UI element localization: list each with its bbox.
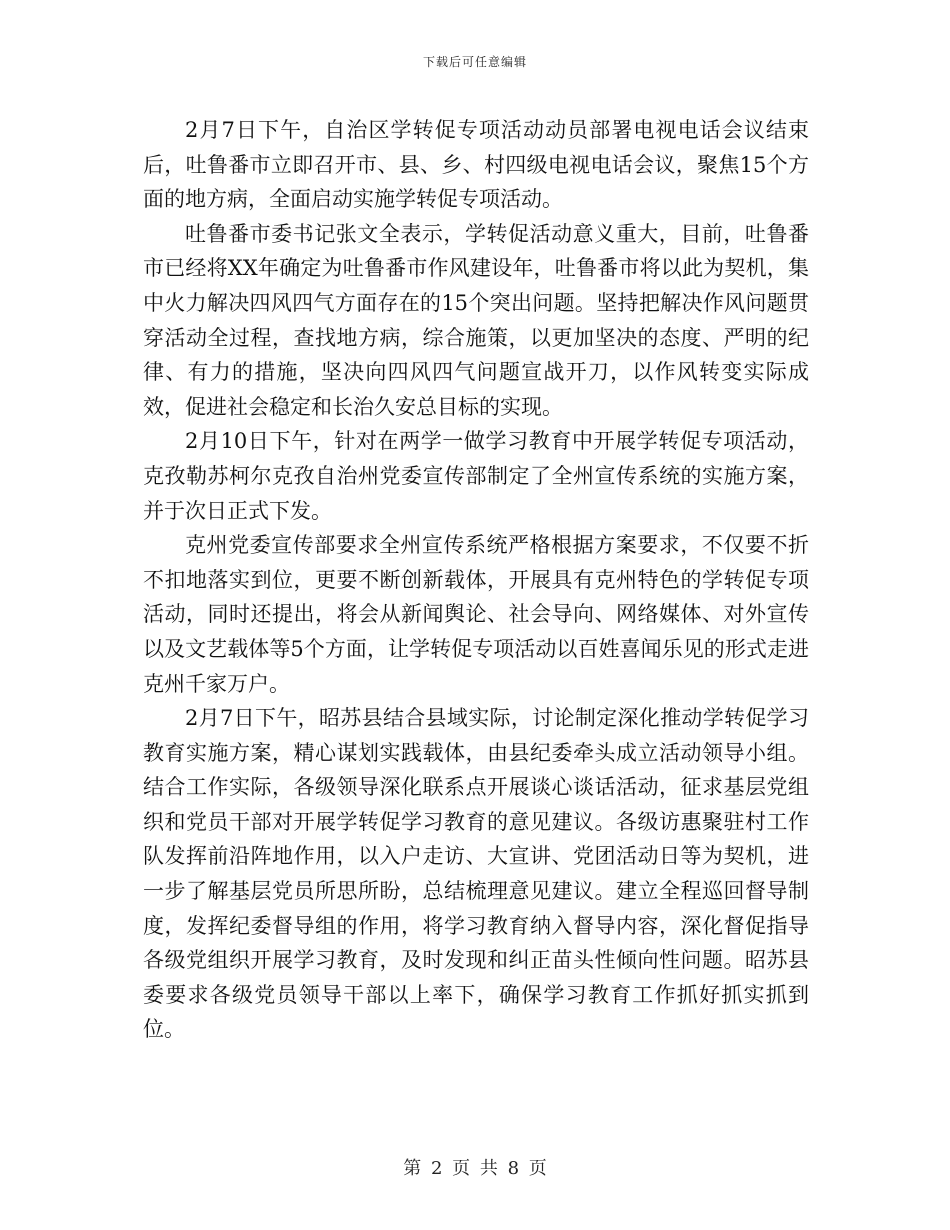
paragraph-2: 吐鲁番市委书记张文全表示，学转促活动意义重大，目前，吐鲁番市已经将XX年确定为吐鲁番市作风建设年，吐鲁番市将以此为契机，集中火力解决四风四气方面存在的15个突出问题。坚持把解决作风问题贯穿活动全过程，查找地方病，综合施策，以更加坚决的态度、严明的纪律、有力的措施，坚决向四风四气问题宣战开刀，以作风转变实际成效，促进社会稳定和长治久安总目标的实现。: [143, 221, 809, 419]
page-number-footer: 第 2 页 共 8 页: [403, 1158, 547, 1179]
paragraph-3: 2月10日下午，针对在两学一做学习教育中开展学转促专项活动，克孜勒苏柯尔克孜自治州党委宣传部制定了全州宣传系统的实施方案，并于次日正式下发。: [143, 429, 809, 523]
paragraph-1: 2月7日下午，自治区学转促专项活动动员部署电视电话会议结束后，吐鲁番市立即召开市、县、乡、村四级电视电话会议，聚焦15个方面的地方病，全面启动实施学转促专项活动。: [143, 118, 809, 212]
paragraph-5: 2月7日下午，昭苏县结合县域实际，讨论制定深化推动学转促学习教育实施方案，精心谋划实践载体，由县纪委牵头成立活动领导小组。结合工作实际，各级领导深化联系点开展谈心谈话活动，征求基层党组织和党员干部对开展学转促学习教育的意见建议。各级访惠聚驻村工作队发挥前沿阵地作用，以入户走访、大宣讲、党团活动日等为契机，进一步了解基层党员所思所盼，总结梳理意见建议。建立全程巡回督导制度，发挥纪委督导组的作用，将学习教育纳入督导内容，深化督促指导各级党组织开展学习教育，及时发现和纠正苗头性倾向性问题。昭苏县委要求各级党员领导干部以上率下，确保学习教育工作抓好抓实抓到位。: [143, 706, 809, 1042]
paragraph-4: 克州党委宣传部要求全州宣传系统严格根据方案要求，不仅要不折不扣地落实到位，更要不断创新载体，开展具有克州特色的学转促专项活动，同时还提出，将会从新闻舆论、社会导向、网络媒体、对外宣传以及文艺载体等5个方面，让学转促专项活动以百姓喜闻乐见的形式走进克州千家万户。: [143, 533, 809, 696]
page-header: 下载后可任意编辑: [422, 55, 527, 69]
document-body: [143, 113, 809, 1047]
